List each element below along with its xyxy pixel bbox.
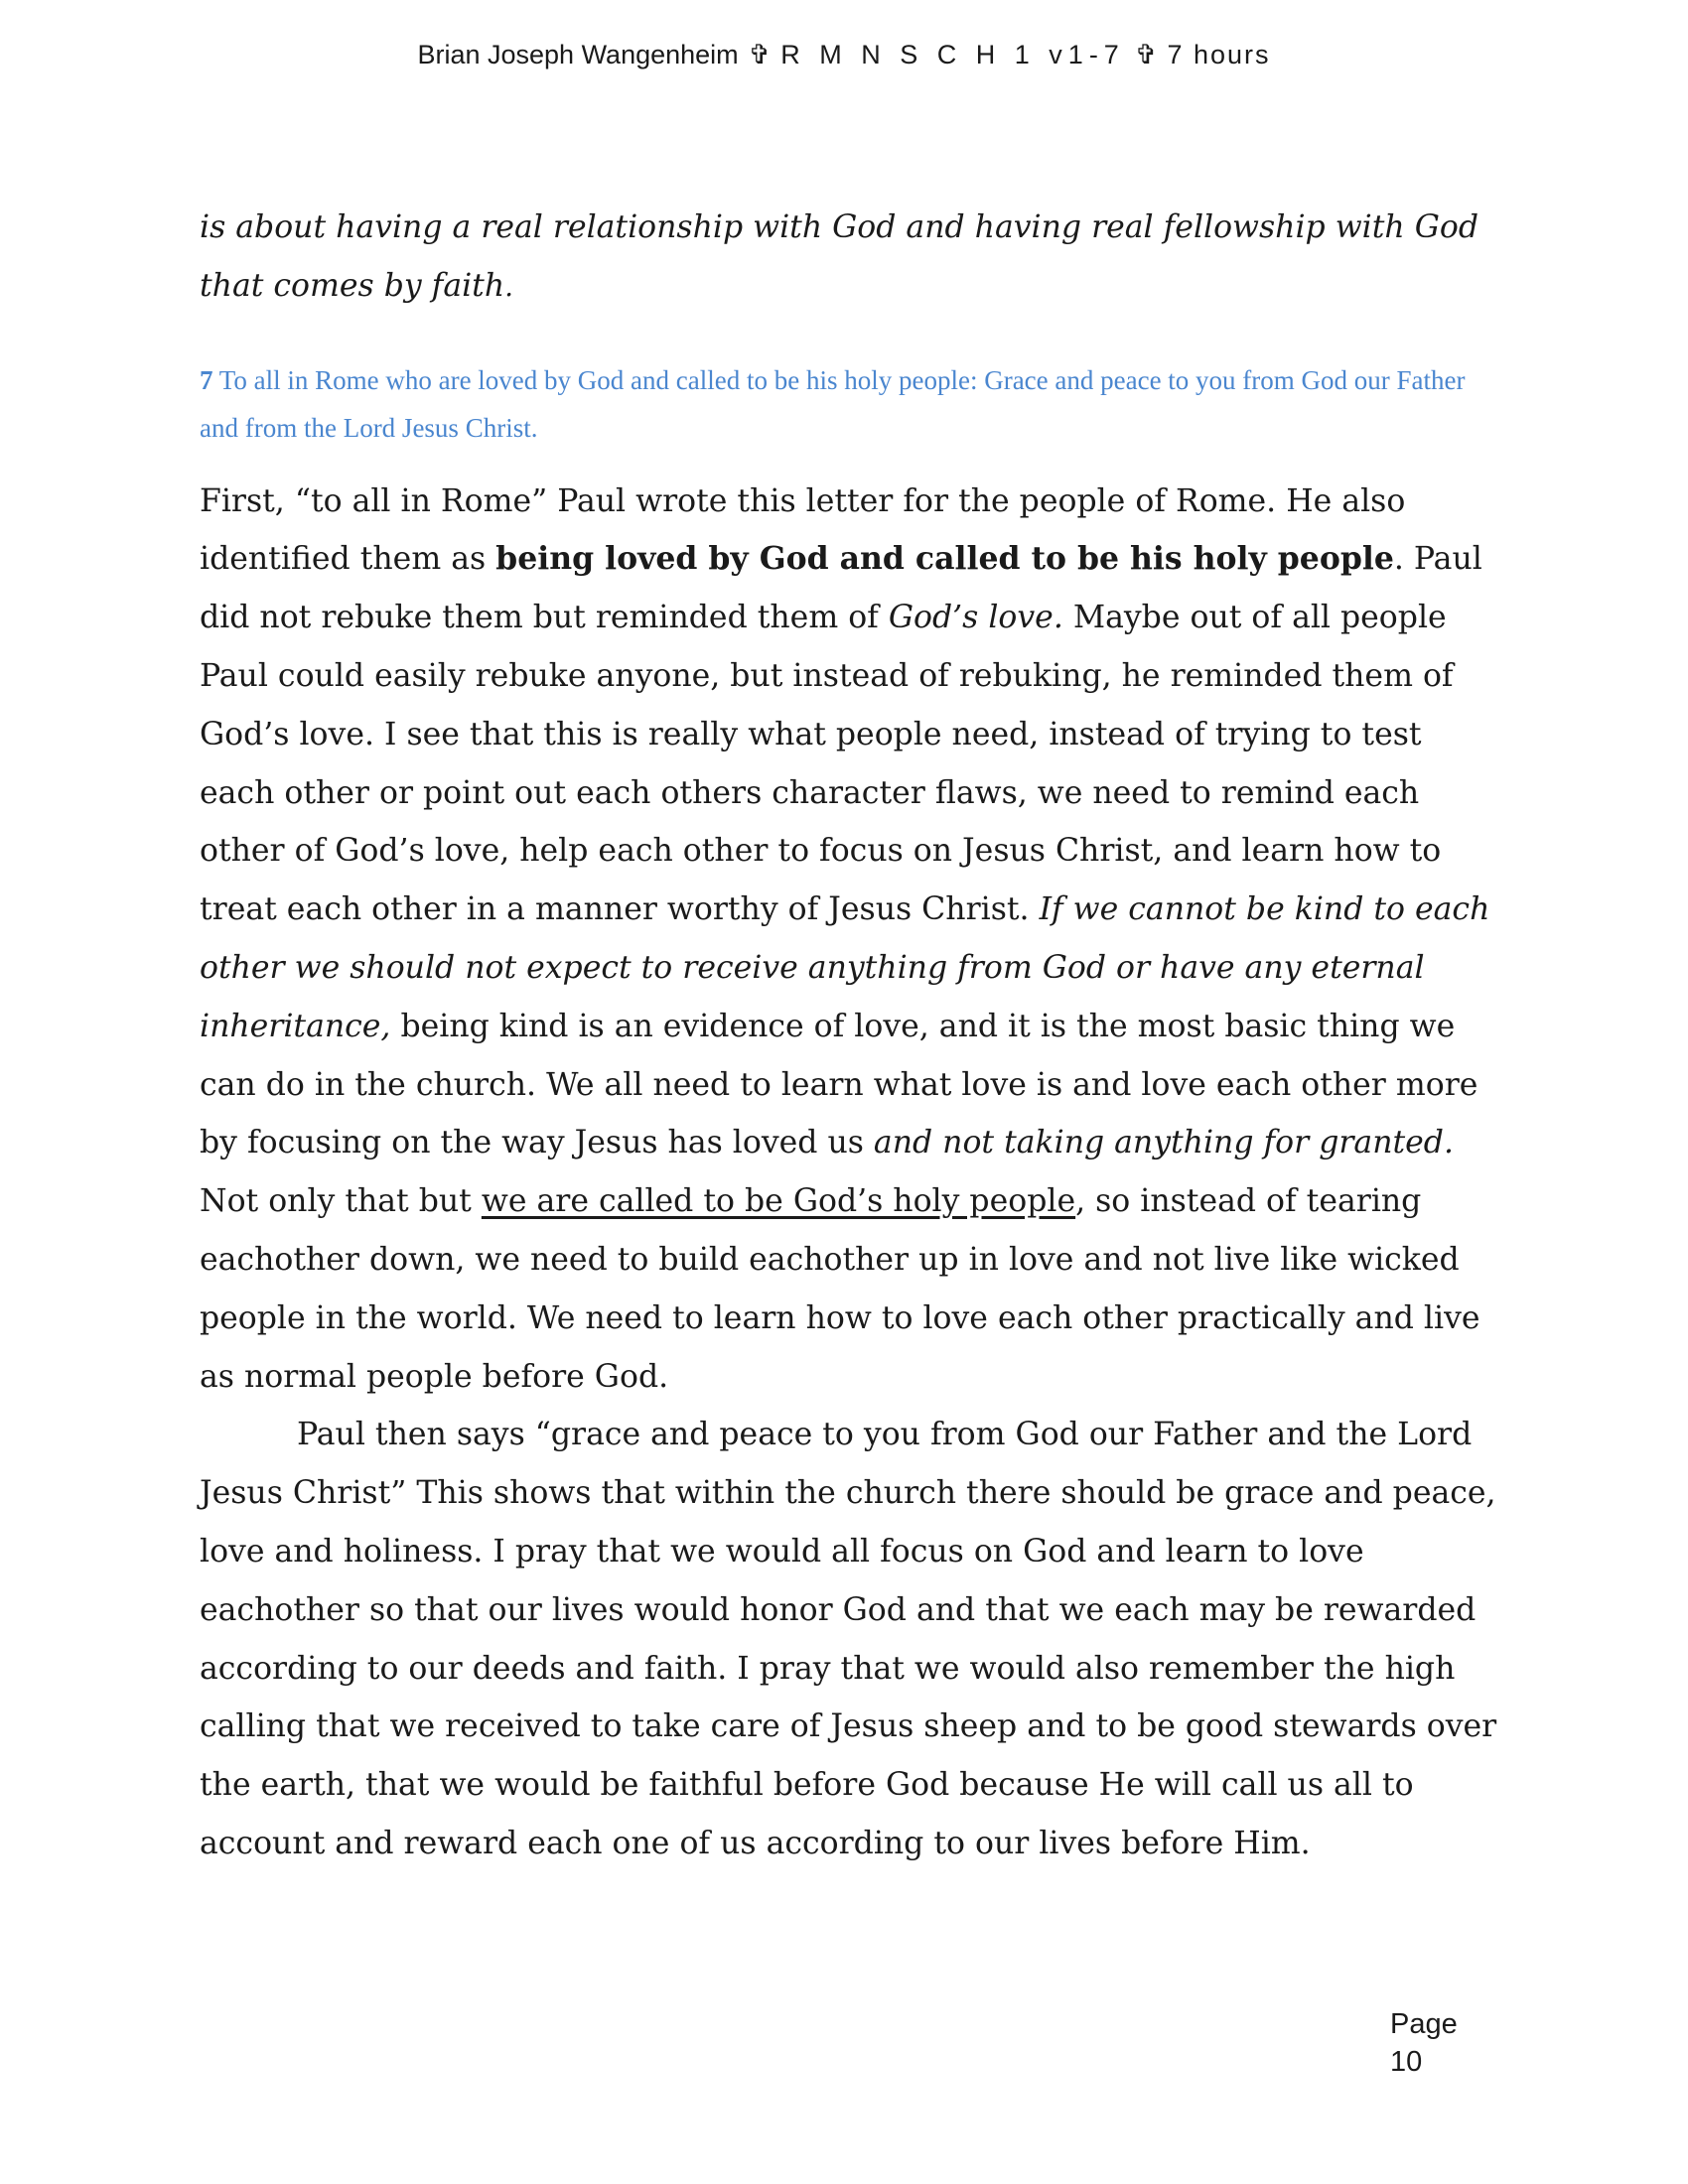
text-run: . Paul did not rebuke them but reminded them of bbox=[200, 541, 1482, 636]
header-duration: 7 hours bbox=[1167, 40, 1271, 69]
intro-paragraph bbox=[200, 199, 1500, 317]
italic-phrase: If we cannot be kind to each other we should not expect to receive anything from God or have any eternal inheritance, bbox=[200, 891, 1490, 1044]
scripture-verse bbox=[200, 356, 1500, 452]
verse-number: 7 bbox=[200, 364, 213, 395]
text-run: , so instead of tearing eachother down, we need to build eachother up in love and not live like wicked people in the world. We need to learn how to love each other practically and live as normal people before God. bbox=[200, 1183, 1480, 1395]
italic-phrase: and not taking anything for granted. bbox=[873, 1125, 1454, 1161]
page-number bbox=[1390, 2005, 1458, 2081]
page-header bbox=[0, 40, 1688, 70]
bold-phrase: being loved by God and called to be his holy people bbox=[495, 540, 1394, 578]
text-run: Not only that but bbox=[200, 1183, 482, 1220]
commentary-paragraph-1 bbox=[200, 473, 1500, 1407]
cross-icon: ✞ bbox=[1134, 40, 1158, 69]
header-author: Brian Joseph Wangenheim bbox=[417, 40, 739, 69]
text-run: being kind is an evidence of love, and it is the most basic thing we can do in the church. We all need to learn what love is and love each other more by focusing on the way Jesus has loved us bbox=[200, 1008, 1478, 1161]
text-run: Maybe out of all people Paul could easily rebuke anyone, but instead of rebuking, he reminded them of God’s love. I see that this is really what people need, instead of trying to test each other or point out each others character flaws, we need to remind each other of God’s love, help each other to focus on Jesus Christ, and learn how to treat each other in a manner worthy of Jesus Christ. bbox=[200, 600, 1454, 928]
intro-end: . bbox=[504, 269, 514, 303]
header-chapter: R M N S C H 1 v1-7 bbox=[780, 40, 1125, 69]
page-label: Page bbox=[1390, 2008, 1458, 2040]
underlined-phrase: we are called to be God’s holy people bbox=[481, 1183, 1076, 1220]
commentary-paragraph-2: Paul then says “grace and peace to you from God our Father and the Lord Jesus Christ” This shows that within the church there should be grace and peace, love and holiness. I pray that we would all focus on God and learn to love eachother so that our lives would honor God and that we each may be rewarded according to our deeds and faith. I pray that we would also remember the high calling that we received to take care of Jesus sheep and to be good stewards over the earth, that we would be faithful before God because He will call us all to account and reward each one of us according to our lives before Him. bbox=[200, 1417, 1497, 1861]
cross-icon: ✞ bbox=[748, 40, 772, 69]
document-body bbox=[200, 199, 1500, 1873]
verse-text: To all in Rome who are loved by God and called to be his holy people: Grace and peace to you from God our Father and from the Lord Jesus Christ. bbox=[200, 364, 1466, 443]
page-number-value: 10 bbox=[1390, 2046, 1423, 2078]
intro-text: is about having a real relationship with God and having real fellowship with God that comes by faith bbox=[200, 209, 1479, 304]
text-run: First, “to all in Rome” Paul wrote this letter for the people of Rome. He also identified them as bbox=[200, 482, 1406, 578]
italic-phrase: God’s love. bbox=[888, 600, 1063, 636]
